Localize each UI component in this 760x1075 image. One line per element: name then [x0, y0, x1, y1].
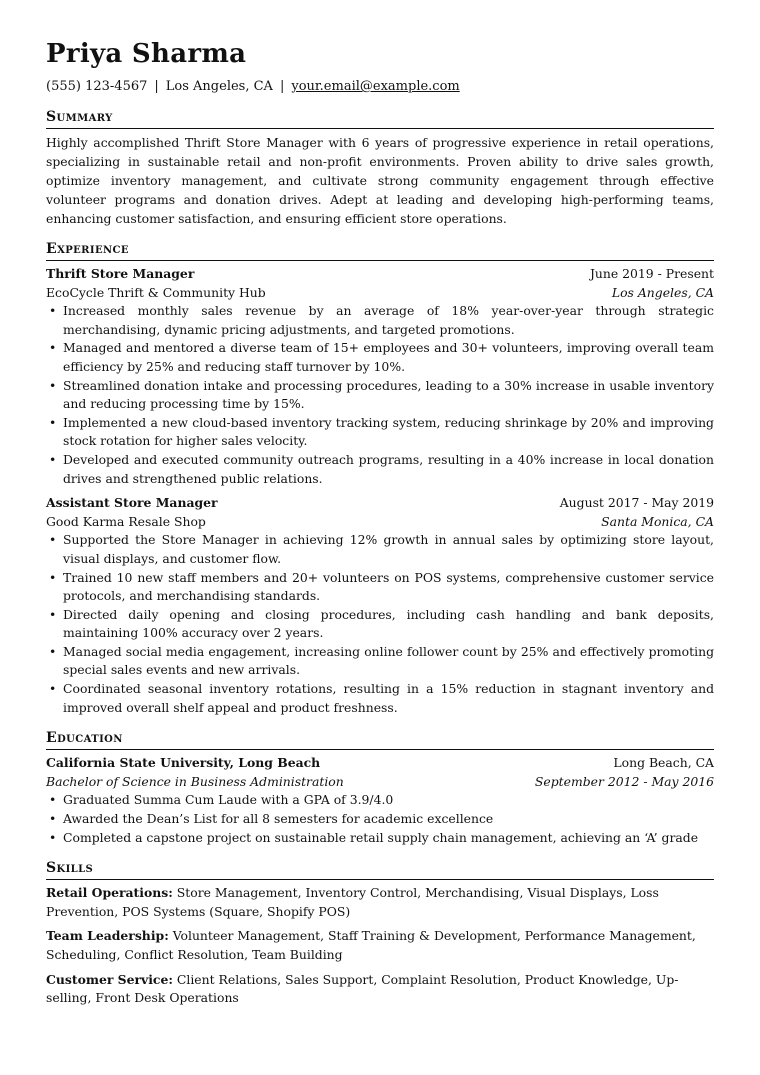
- list-item: • Developed and executed community outreach programs, resulting in a 40% increase in local donation drives and strengthened public relations.: [63, 451, 714, 488]
- education-dates: September 2012 - May 2016: [534, 773, 714, 789]
- skill-group-label: Team Leadership:: [46, 928, 169, 944]
- candidate-name: Priya Sharma: [46, 39, 247, 69]
- list-item: • Streamlined donation intake and processing procedures, leading to a 30% increase in usable inventory and reducing processing time by 15%.: [63, 377, 714, 414]
- contact-line: [46, 78, 714, 96]
- job-company-row: [46, 284, 714, 303]
- list-item: • Implemented a new cloud-based inventory tracking system, reducing shrinkage by 20% and improving stock rotation for higher sales velocity.: [63, 414, 714, 451]
- job-role: Thrift Store Manager: [46, 266, 195, 281]
- skill-group: [46, 971, 714, 1008]
- education-header-row: [46, 754, 714, 773]
- list-item: • Awarded the Dean’s List for all 8 semesters for academic excellence: [63, 810, 714, 829]
- degree-name: Bachelor of Science in Business Administration: [46, 773, 344, 789]
- contact-separator: |: [279, 79, 285, 94]
- email-link[interactable]: your.email@example.com: [291, 79, 460, 94]
- list-item: • Trained 10 new staff members and 20+ volunteers on POS systems, comprehensive customer service protocols, and merchandising standards.: [63, 569, 714, 606]
- school-name: California State University, Long Beach: [46, 755, 321, 771]
- list-item: • Completed a capstone project on sustainable retail supply chain management, achieving an ‘A’ grade: [63, 829, 714, 848]
- list-item: • Increased monthly sales revenue by an average of 18% year-over-year through strategic merchandising, dynamic pricing adjustments, and targeted promotions.: [63, 302, 714, 339]
- skill-group: [46, 884, 714, 921]
- list-item: • Managed and mentored a diverse team of 15+ employees and 30+ volunteers, improving overall team efficiency by 25% and reducing staff turnover by 10%.: [63, 339, 714, 376]
- job-dates: August 2017 - May 2019: [559, 495, 714, 511]
- job-entry: [46, 265, 714, 488]
- summary-text: Highly accomplished Thrift Store Manager with 6 years of progressive experience in retail operations, specializing in sustainable retail and non-profit environments. Proven ability to drive sales growth, optimize inventory management, and cultivate strong community engagement through effective volunteer programs and donation drives. Adept at leading and developing high-performing teams, enhancing customer satisfaction, and ensuring efficient store operations.: [46, 135, 714, 226]
- job-header-row: [46, 265, 714, 284]
- section-title-education: Education: [46, 730, 714, 750]
- job-dates: June 2019 - Present: [589, 266, 714, 281]
- list-item: • Managed social media engagement, increasing online follower count by 25% and effectively promoting special sales events and new arrivals.: [63, 643, 714, 680]
- skills-list: [46, 884, 714, 1008]
- job-location: Santa Monica, CA: [601, 513, 714, 529]
- job-bullets: [46, 302, 714, 488]
- phone-number: (555) 123-4567: [46, 79, 148, 94]
- education-bullets: [46, 791, 714, 847]
- list-item: • Graduated Summa Cum Laude with a GPA of 3.9/4.0: [63, 791, 714, 810]
- experience-section: [46, 241, 714, 717]
- job-entry: [46, 494, 714, 717]
- summary-section: [46, 109, 714, 228]
- skill-group-label: Retail Operations:: [46, 885, 173, 901]
- section-title-skills: Skills: [46, 860, 714, 880]
- section-title-experience: Experience: [46, 241, 714, 261]
- list-item: • Directed daily opening and closing procedures, including cash handling and bank deposits, maintaining 100% accuracy over 2 years.: [63, 606, 714, 643]
- education-degree-row: [46, 773, 714, 792]
- location-text: Los Angeles, CA: [165, 79, 273, 94]
- education-section: [46, 730, 714, 847]
- job-company-row: [46, 513, 714, 532]
- job-role: Assistant Store Manager: [46, 495, 218, 511]
- job-header-row: [46, 494, 714, 513]
- skill-group-text: Store Management, Inventory Control, Merchandising, Visual Displays, Loss Prevention, POS Systems (Square, Shopify POS): [46, 885, 659, 919]
- skill-group-text: Volunteer Management, Staff Training & Development, Performance Management, Scheduling, Conflict Resolution, Team Building: [46, 928, 696, 962]
- job-company: Good Karma Resale Shop: [46, 513, 206, 529]
- job-company: EcoCycle Thrift & Community Hub: [46, 284, 266, 300]
- skill-group-text: Client Relations, Sales Support, Complaint Resolution, Product Knowledge, Up-selling, Front Desk Operations: [46, 971, 679, 1006]
- skills-section: [46, 860, 714, 1008]
- school-location: Long Beach, CA: [613, 755, 714, 771]
- job-location: Los Angeles, CA: [611, 284, 714, 300]
- education-entry: [46, 754, 714, 847]
- list-item: • Supported the Store Manager in achieving 12% growth in annual sales by optimizing store layout, visual displays, and customer flow.: [63, 531, 714, 568]
- skill-group: [46, 927, 714, 964]
- contact-separator: |: [154, 79, 159, 94]
- job-bullets: [46, 531, 714, 717]
- list-item: • Coordinated seasonal inventory rotations, resulting in a 15% reduction in stagnant inventory and improved overall shelf appeal and product freshness.: [63, 680, 714, 717]
- section-title-summary: Summary: [46, 109, 714, 129]
- skill-group-label: Customer Service:: [46, 971, 173, 987]
